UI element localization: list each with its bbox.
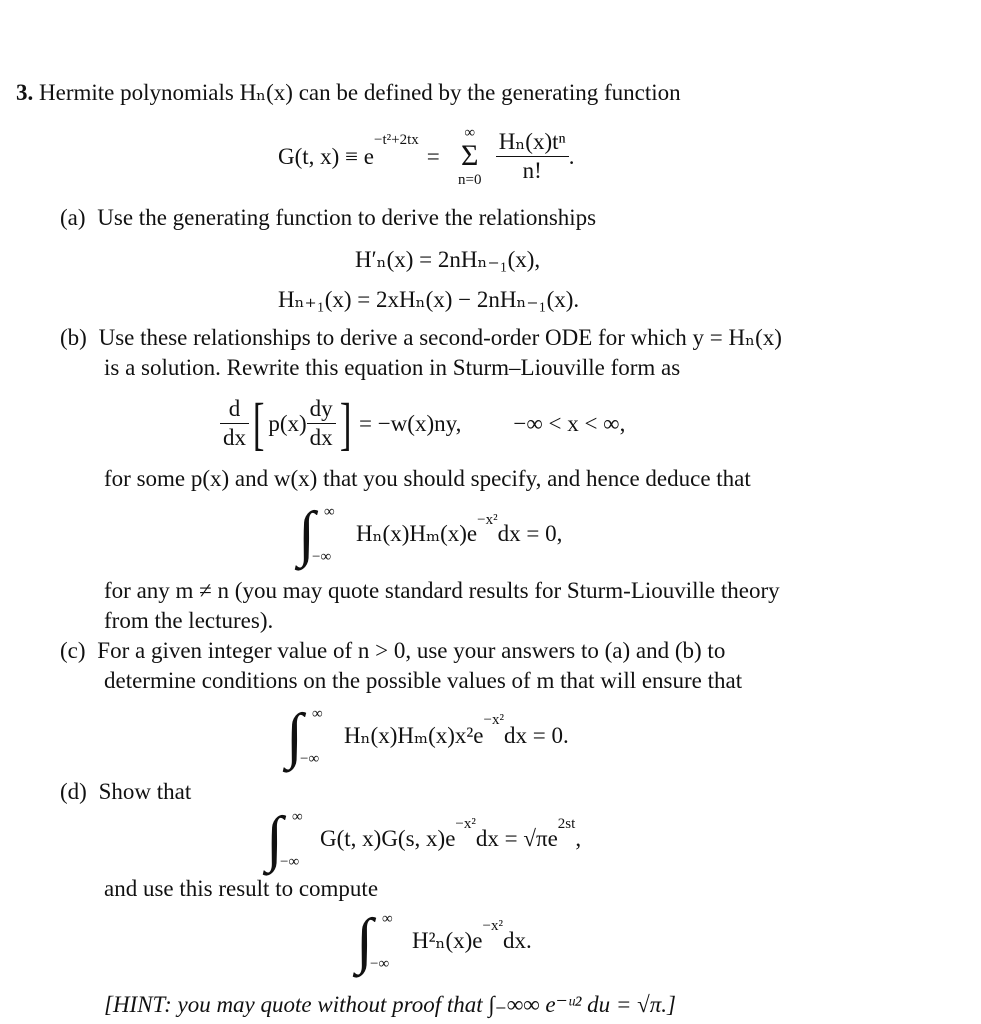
d-dx-fraction (220, 396, 249, 451)
part-c-text-2: determine conditions on the possible values of m that will ensure that (104, 668, 743, 693)
gen-period: . (568, 144, 575, 169)
int-d1-end: dx = √πe (475, 826, 558, 851)
int-d1-tail: , (575, 826, 582, 851)
gen-product-integral (266, 806, 581, 872)
part-c-text-1: For a given integer value of n > 0, use your answers to (a) and (b) to (97, 638, 726, 663)
part-c-label: (c) (60, 638, 86, 663)
question-intro: Hermite polynomials Hₙ(x) can be defined by the generating function (39, 80, 681, 105)
part-d-line-1 (60, 779, 191, 805)
part-d-text-2: and use this result to compute (104, 876, 379, 901)
int-d2-end: dx. (502, 928, 532, 953)
question-number: 3. (16, 80, 34, 105)
sl-rhs: = −w(x)ny, (358, 411, 462, 436)
relation-2: Hₙ₊₁(x) = 2xHₙ(x) − 2nHₙ₋₁(x). (278, 287, 580, 312)
sum-lower: n=0 (458, 171, 482, 188)
int-d1-rhs-exponent: 2st (557, 816, 576, 832)
p-of-x: p(x) (268, 411, 307, 436)
dx-denominator: dx (223, 424, 246, 450)
part-b-label: (b) (60, 325, 87, 350)
integral-lower-limit: −∞ (312, 549, 332, 565)
int-d1-exponent: −x² (455, 816, 476, 832)
dx-denominator-2: dx (309, 424, 333, 450)
integral-sign-c: ∫ ∞ −∞ (286, 702, 323, 770)
d-numerator: d (220, 396, 249, 423)
integral-sign-d2: ∫ ∞ −∞ (356, 907, 393, 975)
left-bracket: [ (252, 391, 265, 456)
part-d-label: (d) (60, 779, 87, 804)
sigma-symbol: Σ (461, 138, 479, 172)
dy-numerator: dy (307, 396, 336, 423)
part-d-text-1: Show that (98, 779, 192, 804)
integral-lower-limit-d1: −∞ (280, 854, 300, 870)
int-c-body: Hₙ(x)Hₘ(x)x²e (344, 723, 484, 748)
int-d2-body: H²ₙ(x)e (412, 928, 483, 953)
gen-lhs: G(t, x) ≡ e (278, 144, 374, 169)
gen-denominator: n! (522, 157, 542, 183)
gen-fraction (496, 129, 569, 184)
hint-text: [HINT: you may quote without proof that ∫₋∞∞ e⁻ᵘ² du = √π.] (104, 992, 676, 1017)
integral-upper-limit-c: ∞ (312, 706, 323, 722)
integral-sign-d1: ∫ ∞ −∞ (266, 805, 303, 873)
question-header (16, 80, 681, 106)
integral-lower-limit-d2: −∞ (370, 956, 390, 972)
int-d1-body: G(t, x)G(s, x)e (320, 826, 456, 851)
int-c-exponent: −x² (483, 712, 504, 728)
integral-upper-limit-d2: ∞ (382, 911, 393, 927)
sum-operator (448, 126, 492, 189)
orthogonality-integral (298, 500, 562, 568)
part-a-text: Use the generating function to derive the relationships (97, 205, 597, 230)
norm-integral (356, 906, 532, 976)
right-bracket: ] (339, 391, 352, 456)
part-a-line (60, 205, 596, 231)
int1-end: dx = 0, (497, 521, 563, 546)
integral-lower-limit-c: −∞ (300, 751, 320, 767)
dy-dx-fraction (307, 396, 336, 451)
relation-1: H′ₙ(x) = 2nHₙ₋₁(x), (355, 247, 541, 272)
part-c-line-1 (60, 638, 725, 664)
gen-numerator: Hₙ(x)tⁿ (496, 129, 569, 156)
sum-upper: ∞ (464, 124, 476, 141)
int1-body: Hₙ(x)Hₘ(x)e (356, 521, 478, 546)
integral-upper-limit-d1: ∞ (292, 809, 303, 825)
part-b-text-2: is a solution. Rewrite this equation in Sturm–Liouville form as (104, 355, 681, 380)
integral-sign: ∫ ∞ −∞ (298, 500, 335, 568)
condition-integral (286, 700, 569, 772)
gen-equals: = (426, 144, 440, 169)
integral-upper-limit: ∞ (324, 504, 335, 520)
part-b-text-1: Use these relationships to derive a second-order ODE for which y = Hₙ(x) (98, 325, 782, 350)
int1-exponent: −x² (477, 512, 498, 528)
int-c-end: dx = 0. (504, 723, 569, 748)
part-b-line-1 (60, 325, 782, 351)
part-b-text-5: from the lectures). (104, 608, 274, 633)
part-a-label: (a) (60, 205, 86, 230)
part-b-text-4: for any m ≠ n (you may quote standard results for Sturm-Liouville theory (104, 578, 780, 603)
sl-range: −∞ < x < ∞, (513, 411, 626, 436)
gen-exponent: −t²+2tx (374, 132, 419, 148)
part-b-text-3: for some p(x) and w(x) that you should specify, and hence deduce that (104, 466, 751, 491)
int-d2-exponent: −x² (482, 918, 503, 934)
generating-function-equation (278, 118, 575, 196)
sturm-liouville-equation (220, 388, 625, 460)
